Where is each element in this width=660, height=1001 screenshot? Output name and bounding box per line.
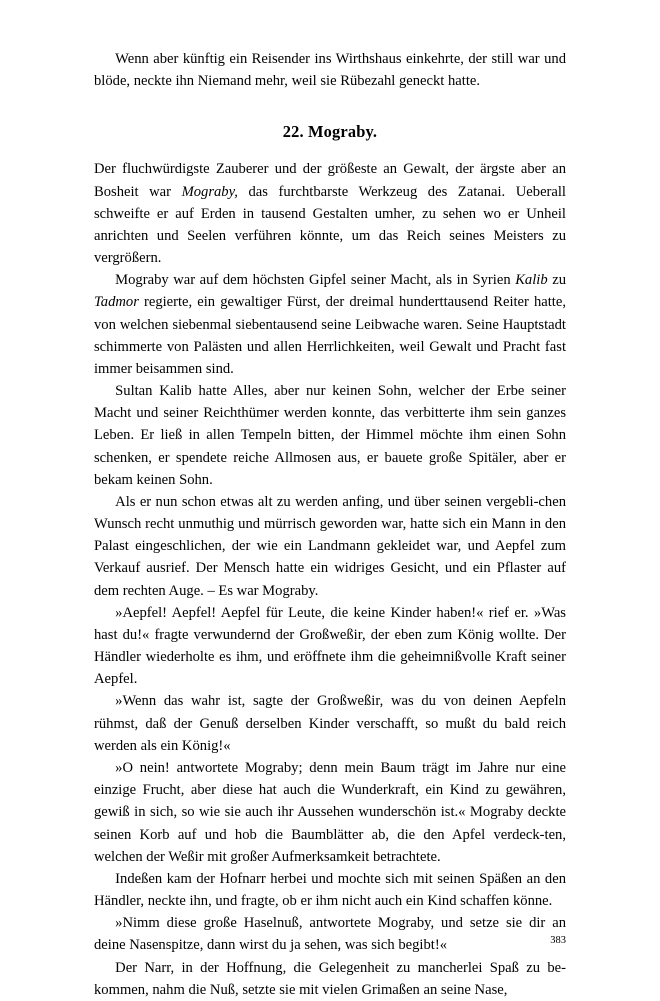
chapter-title: 22. Mograby. (282, 122, 378, 142)
body-paragraph: Der fluchwürdigste Zauberer und der größeste an Gewalt, der ärgste aber an Bosheit war Mograby, das furchtbarste Werkzeug des Zatanai. Ueberall schweifte er auf Erden in tausend Gestalten umher, zu sehen wo er Unheil anrichten und Seelen verführen könnte, um das Reich seines Meisters zu vergrößern. (94, 161, 566, 267)
page-number: 383 (550, 935, 566, 946)
body-paragraph: Als er nun schon etwas alt zu werden anfing, und über seinen vergebli-chen Wunsch recht unmuthig und mürrisch geworden war, hatte sich ein Mann in den Palast eingeschlichen, der wie ein Landmann gekleidet war, und Aepfel zum Verkauf ausrief. Der Mensch hatte ein widriges Gesicht, und ein Pflaster auf dem rechten Auge. – Es war Mograby. (94, 493, 566, 599)
page-content (94, 48, 566, 1001)
body-paragraph: Indeßen kam der Hofnarr herbei und mochte sich mit seinen Späßen an den Händler, neckte ihn, und fragte, ob er ihm nicht auch ein Kind schaffen könne. (94, 870, 566, 910)
body-paragraph: Sultan Kalib hatte Alles, aber nur keinen Sohn, welcher der Erbe seiner Macht und seiner Reichthümer werden konnte, das verbitterte ihm sein ganzes Leben. Er ließ in allen Tempeln bitten, der Himmel möchte ihm einen Sohn schenken, er spendete reiche Allmosen aus, er bauete große Spitäler, aber er bekam keinen Sohn. (94, 383, 566, 488)
emphasis-text: Tadmor (94, 294, 139, 311)
emphasis-text: Kalib (515, 272, 548, 289)
body-paragraph: Der Narr, in der Hoffnung, die Gelegenheit zu mancherlei Spaß zu be-kommen, nahm die Nuß, setzte sie mit vielen Grimaßen an seine Nase, (94, 959, 566, 998)
emphasis-text: Mograby, (181, 183, 238, 200)
opening-paragraph: Wenn aber künftig ein Reisender ins Wirthshaus einkehrte, der still war und blöde, neckte ihn Niemand mehr, weil sie Rübezahl geneckt hatte. (94, 51, 566, 90)
body-paragraph: »Wenn das wahr ist, sagte der Großweßir, was du von deinen Aepfeln rühmst, daß der Genuß derselben Kinder verschafft, so mußt du bald reich werden als ein König!« (94, 693, 566, 754)
body-paragraph: »Nimm diese große Haselnuß, antwortete Mograby, und setze sie dir an deine Nasenspitze, dann wirst du ja sehen, was sich begibt!« (94, 915, 566, 954)
body-paragraph: »O nein! antwortete Mograby; denn mein Baum trägt im Jahre nur eine einzige Frucht, aber diese hat auch die Wunderkraft, ein Kind zu gewähren, gewiß in sich, so wie sie auch ihr Aussehen wunderschön ist.« Mograby deckte seinen Korb auf und hob die Baumblätter ab, die den Apfel verdeck-ten, welchen der Weßir mit großer Aufmerksamkeit betrachtete. (94, 759, 566, 865)
body-paragraphs (94, 158, 566, 1001)
body-paragraph: »Aepfel! Aepfel! Aepfel für Leute, die keine Kinder haben!« rief er. »Was hast du!« fragte verwundernd der Großweßir, der eben zum König wollte. Der Händler wiederholte es ihm, und eröffnete ihm die geheimnißvolle Kraft seiner Aepfel. (94, 604, 566, 688)
body-paragraph: Mograby war auf dem höchsten Gipfel seiner Macht, als in Syrien Kalib zu Tadmor regierte, ein gewaltiger Fürst, der dreimal hunderttausend Reiter hatte, von welchen siebenmal siebentausend seine Leibwache waren. Seine Hauptstadt schimmerte von Palästen und allen Herrlichkeiten, weil Gewalt und Pracht fast immer beisammen sind. (94, 272, 566, 377)
